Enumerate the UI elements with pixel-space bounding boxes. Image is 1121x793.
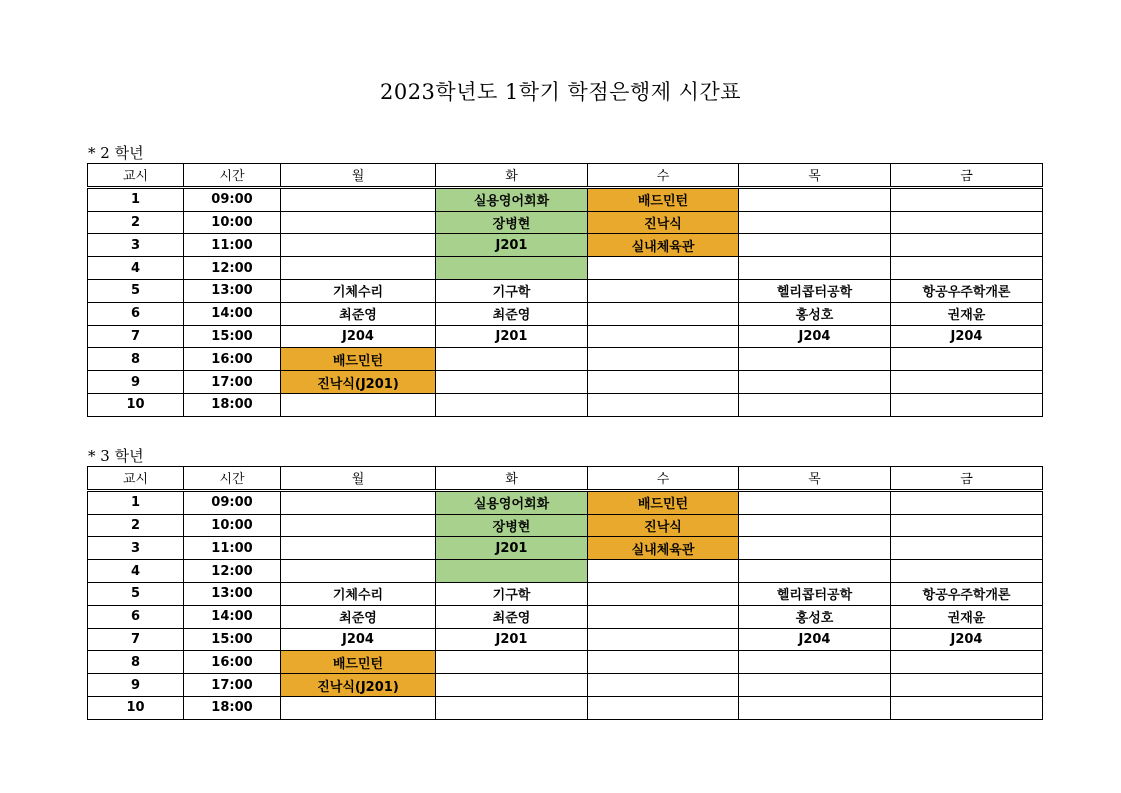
class-cell-mon <box>281 257 436 280</box>
period-cell: 4 <box>88 560 184 583</box>
class-cell-tue: 기구학 <box>436 582 588 605</box>
class-cell-tue <box>436 560 588 583</box>
time-cell: 14:00 <box>184 605 281 628</box>
time-cell: 15:00 <box>184 628 281 651</box>
time-cell: 18:00 <box>184 696 281 719</box>
timetable-grade-3 <box>87 466 1043 720</box>
header-mon: 월 <box>281 164 436 188</box>
timetable-header <box>88 164 1043 188</box>
header-period: 교시 <box>88 467 184 491</box>
class-cell-thu <box>739 234 891 257</box>
class-cell-mon: 배드민턴 <box>281 348 436 371</box>
class-cell-thu <box>739 371 891 394</box>
table-row <box>88 279 1043 302</box>
header-wed: 수 <box>588 164 739 188</box>
class-cell-thu: 헬리콥터공학 <box>739 279 891 302</box>
class-cell-tue: J201 <box>436 325 588 348</box>
class-cell-tue: 최준영 <box>436 605 588 628</box>
class-cell-fri <box>891 371 1043 394</box>
class-cell-mon <box>281 393 436 416</box>
class-cell-thu <box>739 560 891 583</box>
header-tue: 화 <box>436 467 588 491</box>
time-cell: 13:00 <box>184 279 281 302</box>
period-cell: 10 <box>88 393 184 416</box>
class-cell-thu: 홍성호 <box>739 605 891 628</box>
time-cell: 14:00 <box>184 302 281 325</box>
class-cell-tue <box>436 696 588 719</box>
class-cell-wed: 진낙식 <box>588 514 739 537</box>
class-cell-wed <box>588 605 739 628</box>
header-row <box>88 467 1043 491</box>
table-row <box>88 537 1043 560</box>
class-cell-tue: J201 <box>436 628 588 651</box>
class-cell-thu: 홍성호 <box>739 302 891 325</box>
period-cell: 8 <box>88 651 184 674</box>
class-cell-thu <box>739 651 891 674</box>
class-cell-mon: 최준영 <box>281 302 436 325</box>
class-cell-fri <box>891 537 1043 560</box>
class-cell-tue: 최준영 <box>436 302 588 325</box>
period-cell: 1 <box>88 490 184 514</box>
header-time: 시간 <box>184 467 281 491</box>
class-cell-fri <box>891 560 1043 583</box>
class-cell-fri <box>891 651 1043 674</box>
class-cell-mon <box>281 211 436 234</box>
class-cell-wed <box>588 302 739 325</box>
class-cell-fri <box>891 674 1043 697</box>
class-cell-thu <box>739 187 891 211</box>
header-thu: 목 <box>739 164 891 188</box>
class-cell-thu <box>739 257 891 280</box>
class-cell-mon <box>281 537 436 560</box>
table-row <box>88 211 1043 234</box>
class-cell-mon: 진낙식(J201) <box>281 674 436 697</box>
class-cell-wed <box>588 628 739 651</box>
class-cell-thu: 헬리콥터공학 <box>739 582 891 605</box>
table-row <box>88 371 1043 394</box>
table-row <box>88 605 1043 628</box>
class-cell-wed: 배드민턴 <box>588 187 739 211</box>
class-cell-tue <box>436 348 588 371</box>
class-cell-thu <box>739 211 891 234</box>
table-row <box>88 325 1043 348</box>
table-row <box>88 302 1043 325</box>
class-cell-thu <box>739 514 891 537</box>
timetable-body <box>88 187 1043 416</box>
time-cell: 12:00 <box>184 257 281 280</box>
class-cell-mon <box>281 490 436 514</box>
class-cell-fri: 항공우주학개론 <box>891 279 1043 302</box>
class-cell-wed: 진낙식 <box>588 211 739 234</box>
class-cell-tue <box>436 371 588 394</box>
class-cell-tue: J201 <box>436 537 588 560</box>
class-cell-thu <box>739 696 891 719</box>
period-cell: 4 <box>88 257 184 280</box>
class-cell-tue: J201 <box>436 234 588 257</box>
time-cell: 16:00 <box>184 348 281 371</box>
class-cell-wed <box>588 582 739 605</box>
table-row <box>88 348 1043 371</box>
time-cell: 15:00 <box>184 325 281 348</box>
class-cell-thu <box>739 393 891 416</box>
header-row <box>88 164 1043 188</box>
period-cell: 9 <box>88 674 184 697</box>
class-cell-fri <box>891 257 1043 280</box>
class-cell-thu: J204 <box>739 628 891 651</box>
table-row <box>88 560 1043 583</box>
time-cell: 17:00 <box>184 674 281 697</box>
period-cell: 9 <box>88 371 184 394</box>
timetable-header <box>88 467 1043 491</box>
table-row <box>88 696 1043 719</box>
class-cell-mon: J204 <box>281 325 436 348</box>
class-cell-fri: 권재윤 <box>891 605 1043 628</box>
class-cell-fri <box>891 514 1043 537</box>
class-cell-mon: J204 <box>281 628 436 651</box>
class-cell-tue: 기구학 <box>436 279 588 302</box>
table-row <box>88 257 1043 280</box>
class-cell-mon: 배드민턴 <box>281 651 436 674</box>
section-label-grade-3: * 3 학년 <box>88 447 144 465</box>
class-cell-fri <box>891 234 1043 257</box>
header-thu: 목 <box>739 467 891 491</box>
class-cell-thu <box>739 537 891 560</box>
class-cell-mon: 기체수리 <box>281 279 436 302</box>
time-cell: 16:00 <box>184 651 281 674</box>
table-row <box>88 490 1043 514</box>
period-cell: 7 <box>88 325 184 348</box>
header-tue: 화 <box>436 164 588 188</box>
table-row <box>88 628 1043 651</box>
class-cell-mon: 최준영 <box>281 605 436 628</box>
class-cell-wed <box>588 257 739 280</box>
period-cell: 3 <box>88 234 184 257</box>
class-cell-wed <box>588 325 739 348</box>
class-cell-thu <box>739 490 891 514</box>
header-fri: 금 <box>891 164 1043 188</box>
class-cell-fri: J204 <box>891 628 1043 651</box>
class-cell-mon <box>281 234 436 257</box>
class-cell-wed: 실내체육관 <box>588 234 739 257</box>
period-cell: 3 <box>88 537 184 560</box>
header-fri: 금 <box>891 467 1043 491</box>
class-cell-mon: 기체수리 <box>281 582 436 605</box>
class-cell-wed <box>588 393 739 416</box>
period-cell: 5 <box>88 279 184 302</box>
period-cell: 6 <box>88 302 184 325</box>
table-row <box>88 187 1043 211</box>
header-time: 시간 <box>184 164 281 188</box>
period-cell: 5 <box>88 582 184 605</box>
table-row <box>88 582 1043 605</box>
class-cell-tue <box>436 651 588 674</box>
class-cell-fri: 권재윤 <box>891 302 1043 325</box>
time-cell: 17:00 <box>184 371 281 394</box>
table-row <box>88 514 1043 537</box>
time-cell: 10:00 <box>184 211 281 234</box>
time-cell: 09:00 <box>184 187 281 211</box>
class-cell-fri <box>891 187 1043 211</box>
period-cell: 10 <box>88 696 184 719</box>
class-cell-wed: 실내체육관 <box>588 537 739 560</box>
table-row <box>88 234 1043 257</box>
timetable-grade-2 <box>87 163 1043 417</box>
class-cell-mon <box>281 560 436 583</box>
time-cell: 09:00 <box>184 490 281 514</box>
class-cell-fri: 항공우주학개론 <box>891 582 1043 605</box>
class-cell-wed <box>588 651 739 674</box>
class-cell-thu <box>739 674 891 697</box>
class-cell-tue: 실용영어회화 <box>436 490 588 514</box>
header-mon: 월 <box>281 467 436 491</box>
header-wed: 수 <box>588 467 739 491</box>
header-period: 교시 <box>88 164 184 188</box>
class-cell-mon <box>281 514 436 537</box>
time-cell: 11:00 <box>184 234 281 257</box>
period-cell: 6 <box>88 605 184 628</box>
class-cell-mon <box>281 696 436 719</box>
class-cell-tue: 실용영어회화 <box>436 187 588 211</box>
class-cell-fri: J204 <box>891 325 1043 348</box>
time-cell: 13:00 <box>184 582 281 605</box>
time-cell: 18:00 <box>184 393 281 416</box>
class-cell-wed <box>588 696 739 719</box>
class-cell-tue <box>436 674 588 697</box>
time-cell: 12:00 <box>184 560 281 583</box>
class-cell-wed <box>588 560 739 583</box>
class-cell-tue <box>436 257 588 280</box>
section-label-grade-2: * 2 학년 <box>88 144 144 162</box>
class-cell-fri <box>891 211 1043 234</box>
class-cell-thu <box>739 348 891 371</box>
class-cell-fri <box>891 348 1043 371</box>
class-cell-wed <box>588 371 739 394</box>
class-cell-mon <box>281 187 436 211</box>
class-cell-fri <box>891 696 1043 719</box>
period-cell: 8 <box>88 348 184 371</box>
period-cell: 7 <box>88 628 184 651</box>
class-cell-tue: 장병현 <box>436 514 588 537</box>
table-row <box>88 393 1043 416</box>
period-cell: 1 <box>88 187 184 211</box>
class-cell-mon: 진낙식(J201) <box>281 371 436 394</box>
time-cell: 10:00 <box>184 514 281 537</box>
class-cell-fri <box>891 490 1043 514</box>
class-cell-tue <box>436 393 588 416</box>
class-cell-wed <box>588 674 739 697</box>
class-cell-wed: 배드민턴 <box>588 490 739 514</box>
time-cell: 11:00 <box>184 537 281 560</box>
class-cell-wed <box>588 279 739 302</box>
class-cell-fri <box>891 393 1043 416</box>
timetable-body <box>88 490 1043 719</box>
page-title: 2023학년도 1학기 학점은행제 시간표 <box>379 80 742 104</box>
class-cell-wed <box>588 348 739 371</box>
table-row <box>88 674 1043 697</box>
table-row <box>88 651 1043 674</box>
class-cell-tue: 장병현 <box>436 211 588 234</box>
class-cell-thu: J204 <box>739 325 891 348</box>
period-cell: 2 <box>88 211 184 234</box>
period-cell: 2 <box>88 514 184 537</box>
